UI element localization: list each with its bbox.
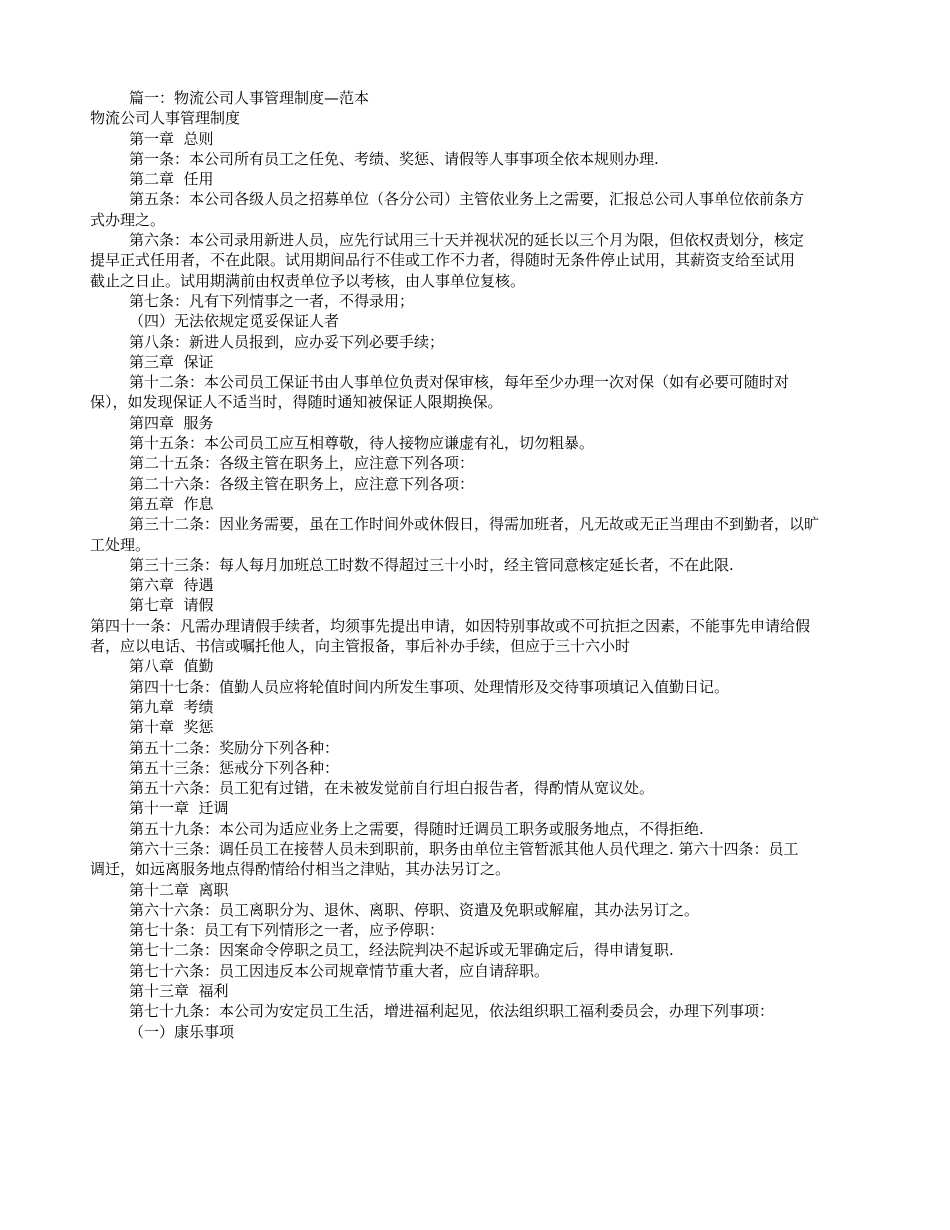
document-line: 第七十条：员工有下列情形之一者，应予停职： [129, 921, 445, 940]
document-line: 第八条：新进人员报到，应办妥下列必要手续； [129, 332, 445, 351]
document-line: 第七十六条：员工因违反本公司规章情节重大者，应自请辞职。 [129, 961, 550, 980]
document-line: 第四十七条：值勤人员应将轮值时间内所发生事项、处理情形及交待事项填记入值勤日记。 [129, 677, 730, 696]
document-line: （一）康乐事项 [129, 1022, 235, 1041]
document-line: （四）无法依规定觅妥保证人者 [129, 312, 340, 331]
document-line: 物流公司人事管理制度 [90, 109, 241, 128]
document-line: 第七条：凡有下列情事之一者，不得录用； [129, 291, 415, 310]
document-line: 第二十六条：各级主管在职务上，应注意下列各项： [129, 474, 475, 493]
document-line: 第六十六条：员工离职分为、退休、离职、停职、资遣及免职或解雇，其办法另订之。 [129, 900, 700, 919]
document-line: 第七章 请假 [129, 596, 214, 615]
document-line: 工处理。 [90, 535, 151, 554]
document-line: 第二章 任用 [129, 170, 214, 189]
document-line: 第十二章 离职 [129, 880, 229, 899]
document-line: 第三十三条：每人每月加班总工时数不得超过三十小时，经主管同意核定延长者，不在此限. [129, 555, 734, 574]
document-line: 第十章 奖惩 [129, 718, 214, 737]
document-line: 第七十九条：本公司为安定员工生活，增进福利起见，依法组织职工福利委员会，办理下列事项： [129, 1002, 775, 1021]
document-line: 第五条：本公司各级人员之招募单位（各分公司）主管依业务上之需要，汇报总公司人事单位依前条方 [129, 190, 805, 209]
document-page [90, 88, 870, 1042]
document-line: 第四章 服务 [129, 413, 214, 432]
document-line: 截止之日止。试用期满前由权责单位予以考核，由人事单位复核。 [90, 271, 526, 290]
document-line: 第十一章 迁调 [129, 799, 229, 818]
document-line: 第二十五条：各级主管在职务上，应注意下列各项： [129, 454, 475, 473]
document-line: 保），如发现保证人不适当时，得随时通知被保证人限期换保。 [90, 393, 503, 412]
document-line: 第十五条：本公司员工应互相尊敬，待人接物应谦虚有礼，切勿粗暴。 [129, 434, 595, 453]
document-line: 第一章 总则 [129, 129, 214, 148]
document-line: 第六十三条：调任员工在接替人员未到职前，职务由单位主管暂派其他人员代理之. 第六十四条：员工 [129, 839, 799, 858]
document-line: 第三十二条：因业务需要，虽在工作时间外或休假日，得需加班者，凡无故或无正当理由不到勤者，以旷 [129, 515, 820, 534]
document-line: 第十二条：本公司员工保证书由人事单位负责对保审核，每年至少办理一次对保（如有必要可随时对 [129, 373, 790, 392]
document-line: 第九章 考绩 [129, 697, 214, 716]
document-line: 调迁，如远离服务地点得酌情给付相当之津贴，其办法另订之。 [90, 860, 511, 879]
document-line: 者，应以电话、书信或嘱托他人，向主管报备，事后补办手续，但应于三十六小时 [90, 637, 631, 656]
document-line: 第六条：本公司录用新进人员，应先行试用三十天并视状况的延长以三个月为限，但依权责划分，核定 [129, 231, 805, 250]
document-line: 第五十二条：奖励分下列各种： [129, 738, 340, 757]
document-line: 第六章 待遇 [129, 576, 214, 595]
document-line: 第一条：本公司所有员工之任免、考绩、奖惩、请假等人事事项全依本规则办理. [129, 149, 659, 168]
document-line: 第三章 保证 [129, 352, 214, 371]
document-line: 篇一：物流公司人事管理制度—范本 [129, 89, 370, 107]
document-line: 第十三章 福利 [129, 982, 229, 1001]
document-line: 第七十二条：因案命令停职之员工，经法院判决不起诉或无罪确定后，得申请复职. [129, 941, 674, 960]
document-line: 第四十一条：凡需办理请假手续者，均须事先提出申请，如因特别事故或不可抗拒之因素，不能事先申请给假 [90, 616, 811, 635]
document-line: 第五十六条：员工犯有过错，在未被发觉前自行坦白报告者，得酌情从宽议处。 [129, 779, 655, 798]
document-line: 提早正式任用者，不在此限。试用期间品行不佳或工作不力者，得随时无条件停止试用，其薪资支给至试用 [90, 251, 796, 270]
document-line: 第五章 作息 [129, 494, 214, 513]
document-line: 第八章 值勤 [129, 657, 214, 676]
document-line: 第五十三条：惩戒分下列各种： [129, 758, 340, 777]
document-line: 式办理之。 [90, 210, 166, 229]
document-line: 第五十九条：本公司为适应业务上之需要，得随时迁调员工职务或服务地点，不得拒绝. [129, 819, 704, 838]
